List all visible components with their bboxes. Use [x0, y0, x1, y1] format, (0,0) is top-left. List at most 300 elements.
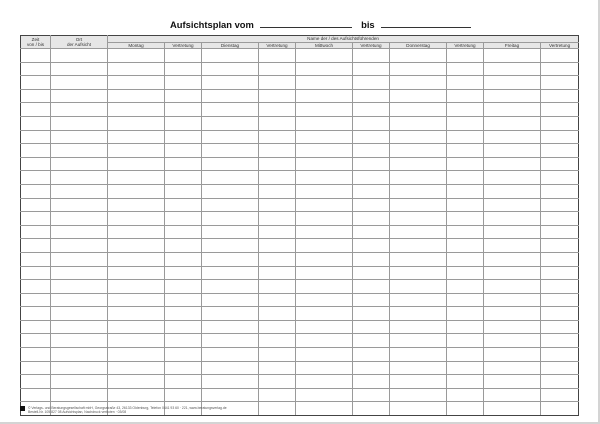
table-cell[interactable]	[165, 280, 202, 294]
table-cell[interactable]	[447, 320, 484, 334]
table-cell[interactable]	[447, 361, 484, 375]
table-cell[interactable]	[447, 198, 484, 212]
table-cell[interactable]	[353, 320, 390, 334]
table-cell[interactable]	[484, 280, 541, 294]
table-cell[interactable]	[165, 266, 202, 280]
table-cell[interactable]	[447, 388, 484, 402]
table-cell[interactable]	[296, 184, 353, 198]
table-cell[interactable]	[541, 130, 579, 144]
table-cell[interactable]	[541, 212, 579, 226]
table-cell[interactable]	[541, 239, 579, 253]
table-cell[interactable]	[541, 103, 579, 117]
table-cell[interactable]	[484, 103, 541, 117]
table-cell[interactable]	[390, 157, 447, 171]
table-cell[interactable]	[202, 184, 259, 198]
table-cell[interactable]	[108, 375, 165, 389]
table-cell[interactable]	[259, 375, 296, 389]
table-cell[interactable]	[259, 144, 296, 158]
table-cell[interactable]	[21, 144, 51, 158]
table-cell[interactable]	[390, 198, 447, 212]
table-cell[interactable]	[202, 49, 259, 63]
table-cell[interactable]	[296, 375, 353, 389]
table-cell[interactable]	[51, 49, 108, 63]
table-cell[interactable]	[259, 280, 296, 294]
table-cell[interactable]	[390, 212, 447, 226]
table-cell[interactable]	[390, 307, 447, 321]
table-cell[interactable]	[390, 348, 447, 362]
table-cell[interactable]	[21, 239, 51, 253]
table-cell[interactable]	[108, 348, 165, 362]
table-cell[interactable]	[296, 307, 353, 321]
table-cell[interactable]	[21, 252, 51, 266]
table-cell[interactable]	[108, 144, 165, 158]
table-cell[interactable]	[447, 280, 484, 294]
table-cell[interactable]	[51, 280, 108, 294]
table-cell[interactable]	[202, 157, 259, 171]
table-cell[interactable]	[21, 103, 51, 117]
table-cell[interactable]	[296, 320, 353, 334]
table-cell[interactable]	[108, 334, 165, 348]
table-cell[interactable]	[259, 293, 296, 307]
table-cell[interactable]	[390, 280, 447, 294]
table-cell[interactable]	[296, 130, 353, 144]
table-cell[interactable]	[21, 171, 51, 185]
table-cell[interactable]	[51, 225, 108, 239]
table-cell[interactable]	[390, 375, 447, 389]
table-cell[interactable]	[108, 184, 165, 198]
table-cell[interactable]	[259, 307, 296, 321]
table-cell[interactable]	[296, 89, 353, 103]
table-cell[interactable]	[165, 130, 202, 144]
table-cell[interactable]	[447, 171, 484, 185]
table-cell[interactable]	[541, 184, 579, 198]
table-cell[interactable]	[353, 375, 390, 389]
table-cell[interactable]	[259, 157, 296, 171]
table-cell[interactable]	[21, 266, 51, 280]
table-cell[interactable]	[51, 89, 108, 103]
table-cell[interactable]	[484, 348, 541, 362]
table-cell[interactable]	[296, 361, 353, 375]
table-cell[interactable]	[296, 62, 353, 76]
table-cell[interactable]	[296, 239, 353, 253]
table-cell[interactable]	[447, 293, 484, 307]
table-cell[interactable]	[447, 49, 484, 63]
table-cell[interactable]	[447, 334, 484, 348]
table-cell[interactable]	[259, 198, 296, 212]
table-cell[interactable]	[353, 307, 390, 321]
table-cell[interactable]	[447, 89, 484, 103]
table-cell[interactable]	[165, 252, 202, 266]
table-cell[interactable]	[296, 293, 353, 307]
table-cell[interactable]	[447, 212, 484, 226]
table-cell[interactable]	[51, 76, 108, 90]
table-cell[interactable]	[202, 280, 259, 294]
table-cell[interactable]	[165, 116, 202, 130]
table-cell[interactable]	[165, 198, 202, 212]
table-cell[interactable]	[541, 388, 579, 402]
table-cell[interactable]	[353, 171, 390, 185]
table-cell[interactable]	[353, 103, 390, 117]
table-cell[interactable]	[484, 307, 541, 321]
table-cell[interactable]	[108, 116, 165, 130]
table-cell[interactable]	[51, 171, 108, 185]
table-cell[interactable]	[21, 388, 51, 402]
table-cell[interactable]	[259, 130, 296, 144]
table-cell[interactable]	[259, 334, 296, 348]
table-cell[interactable]	[484, 239, 541, 253]
table-cell[interactable]	[165, 320, 202, 334]
table-cell[interactable]	[21, 89, 51, 103]
table-cell[interactable]	[447, 239, 484, 253]
table-cell[interactable]	[165, 307, 202, 321]
table-cell[interactable]	[165, 171, 202, 185]
table-cell[interactable]	[165, 49, 202, 63]
table-cell[interactable]	[51, 334, 108, 348]
table-cell[interactable]	[21, 334, 51, 348]
table-cell[interactable]	[21, 307, 51, 321]
table-cell[interactable]	[165, 361, 202, 375]
table-cell[interactable]	[259, 388, 296, 402]
table-cell[interactable]	[108, 157, 165, 171]
date-to-field[interactable]	[381, 18, 471, 28]
table-cell[interactable]	[353, 293, 390, 307]
table-cell[interactable]	[165, 375, 202, 389]
table-cell[interactable]	[541, 157, 579, 171]
table-cell[interactable]	[108, 293, 165, 307]
table-cell[interactable]	[165, 334, 202, 348]
table-cell[interactable]	[51, 375, 108, 389]
table-cell[interactable]	[447, 225, 484, 239]
table-cell[interactable]	[353, 361, 390, 375]
table-cell[interactable]	[353, 280, 390, 294]
table-cell[interactable]	[484, 62, 541, 76]
table-cell[interactable]	[202, 334, 259, 348]
table-cell[interactable]	[390, 171, 447, 185]
table-cell[interactable]	[484, 130, 541, 144]
table-cell[interactable]	[390, 266, 447, 280]
table-cell[interactable]	[51, 266, 108, 280]
table-cell[interactable]	[202, 307, 259, 321]
table-cell[interactable]	[259, 103, 296, 117]
table-cell[interactable]	[51, 252, 108, 266]
table-cell[interactable]	[353, 89, 390, 103]
table-cell[interactable]	[541, 144, 579, 158]
table-cell[interactable]	[202, 266, 259, 280]
table-cell[interactable]	[390, 239, 447, 253]
table-cell[interactable]	[296, 157, 353, 171]
table-cell[interactable]	[541, 320, 579, 334]
table-cell[interactable]	[484, 388, 541, 402]
table-cell[interactable]	[484, 375, 541, 389]
table-cell[interactable]	[259, 76, 296, 90]
table-cell[interactable]	[108, 89, 165, 103]
table-cell[interactable]	[202, 293, 259, 307]
table-cell[interactable]	[202, 212, 259, 226]
table-cell[interactable]	[259, 49, 296, 63]
table-cell[interactable]	[296, 252, 353, 266]
table-cell[interactable]	[202, 252, 259, 266]
table-cell[interactable]	[296, 116, 353, 130]
table-cell[interactable]	[202, 198, 259, 212]
table-cell[interactable]	[390, 225, 447, 239]
table-cell[interactable]	[51, 116, 108, 130]
table-cell[interactable]	[353, 334, 390, 348]
table-cell[interactable]	[353, 348, 390, 362]
table-cell[interactable]	[296, 103, 353, 117]
table-cell[interactable]	[484, 320, 541, 334]
table-cell[interactable]	[51, 130, 108, 144]
table-cell[interactable]	[390, 361, 447, 375]
table-cell[interactable]	[390, 62, 447, 76]
table-cell[interactable]	[259, 62, 296, 76]
table-cell[interactable]	[296, 225, 353, 239]
table-cell[interactable]	[165, 89, 202, 103]
table-cell[interactable]	[484, 212, 541, 226]
table-cell[interactable]	[353, 212, 390, 226]
table-cell[interactable]	[165, 348, 202, 362]
table-cell[interactable]	[447, 266, 484, 280]
table-cell[interactable]	[259, 225, 296, 239]
table-cell[interactable]	[541, 293, 579, 307]
table-cell[interactable]	[484, 293, 541, 307]
table-cell[interactable]	[447, 62, 484, 76]
table-cell[interactable]	[259, 171, 296, 185]
table-cell[interactable]	[541, 225, 579, 239]
table-cell[interactable]	[541, 266, 579, 280]
table-cell[interactable]	[353, 144, 390, 158]
table-cell[interactable]	[21, 116, 51, 130]
table-cell[interactable]	[390, 103, 447, 117]
table-cell[interactable]	[21, 348, 51, 362]
table-cell[interactable]	[541, 348, 579, 362]
table-cell[interactable]	[108, 198, 165, 212]
table-cell[interactable]	[165, 225, 202, 239]
table-cell[interactable]	[165, 293, 202, 307]
table-cell[interactable]	[484, 171, 541, 185]
table-cell[interactable]	[259, 320, 296, 334]
table-cell[interactable]	[21, 225, 51, 239]
table-cell[interactable]	[296, 388, 353, 402]
table-cell[interactable]	[353, 76, 390, 90]
table-cell[interactable]	[51, 348, 108, 362]
table-cell[interactable]	[165, 144, 202, 158]
table-cell[interactable]	[541, 76, 579, 90]
table-cell[interactable]	[165, 157, 202, 171]
table-cell[interactable]	[21, 320, 51, 334]
table-cell[interactable]	[390, 144, 447, 158]
table-cell[interactable]	[541, 375, 579, 389]
table-cell[interactable]	[390, 388, 447, 402]
table-cell[interactable]	[51, 307, 108, 321]
table-cell[interactable]	[447, 157, 484, 171]
table-cell[interactable]	[51, 184, 108, 198]
table-cell[interactable]	[202, 239, 259, 253]
table-cell[interactable]	[353, 198, 390, 212]
table-cell[interactable]	[21, 62, 51, 76]
table-cell[interactable]	[108, 307, 165, 321]
table-cell[interactable]	[108, 212, 165, 226]
table-cell[interactable]	[296, 280, 353, 294]
table-cell[interactable]	[202, 89, 259, 103]
table-cell[interactable]	[108, 252, 165, 266]
date-from-field[interactable]	[260, 18, 352, 28]
table-cell[interactable]	[51, 293, 108, 307]
table-cell[interactable]	[51, 144, 108, 158]
table-cell[interactable]	[447, 375, 484, 389]
table-cell[interactable]	[259, 89, 296, 103]
table-cell[interactable]	[296, 212, 353, 226]
table-cell[interactable]	[202, 361, 259, 375]
table-cell[interactable]	[541, 307, 579, 321]
table-cell[interactable]	[390, 334, 447, 348]
table-cell[interactable]	[165, 212, 202, 226]
table-cell[interactable]	[353, 225, 390, 239]
table-cell[interactable]	[484, 198, 541, 212]
table-cell[interactable]	[296, 334, 353, 348]
table-cell[interactable]	[21, 361, 51, 375]
table-cell[interactable]	[108, 239, 165, 253]
table-cell[interactable]	[484, 157, 541, 171]
table-cell[interactable]	[484, 252, 541, 266]
table-cell[interactable]	[165, 388, 202, 402]
table-cell[interactable]	[447, 103, 484, 117]
table-cell[interactable]	[202, 388, 259, 402]
table-cell[interactable]	[51, 361, 108, 375]
table-cell[interactable]	[165, 103, 202, 117]
table-cell[interactable]	[108, 62, 165, 76]
table-cell[interactable]	[296, 49, 353, 63]
table-cell[interactable]	[541, 280, 579, 294]
table-cell[interactable]	[484, 89, 541, 103]
table-cell[interactable]	[390, 130, 447, 144]
table-cell[interactable]	[21, 198, 51, 212]
table-cell[interactable]	[51, 198, 108, 212]
table-cell[interactable]	[296, 348, 353, 362]
table-cell[interactable]	[51, 212, 108, 226]
table-cell[interactable]	[108, 130, 165, 144]
table-cell[interactable]	[108, 49, 165, 63]
table-cell[interactable]	[484, 144, 541, 158]
table-cell[interactable]	[296, 198, 353, 212]
table-cell[interactable]	[484, 225, 541, 239]
table-cell[interactable]	[296, 266, 353, 280]
table-cell[interactable]	[259, 348, 296, 362]
table-cell[interactable]	[541, 334, 579, 348]
table-cell[interactable]	[259, 184, 296, 198]
table-cell[interactable]	[108, 171, 165, 185]
table-cell[interactable]	[353, 49, 390, 63]
table-cell[interactable]	[484, 184, 541, 198]
table-cell[interactable]	[202, 144, 259, 158]
table-cell[interactable]	[259, 239, 296, 253]
table-cell[interactable]	[202, 130, 259, 144]
table-cell[interactable]	[259, 116, 296, 130]
table-cell[interactable]	[108, 280, 165, 294]
table-cell[interactable]	[108, 225, 165, 239]
table-cell[interactable]	[541, 89, 579, 103]
table-cell[interactable]	[296, 171, 353, 185]
table-cell[interactable]	[296, 76, 353, 90]
table-cell[interactable]	[447, 307, 484, 321]
table-cell[interactable]	[353, 239, 390, 253]
table-cell[interactable]	[541, 252, 579, 266]
table-cell[interactable]	[202, 62, 259, 76]
table-cell[interactable]	[447, 348, 484, 362]
table-cell[interactable]	[541, 62, 579, 76]
table-cell[interactable]	[484, 116, 541, 130]
table-cell[interactable]	[21, 212, 51, 226]
table-cell[interactable]	[390, 293, 447, 307]
table-cell[interactable]	[108, 76, 165, 90]
table-cell[interactable]	[21, 280, 51, 294]
table-cell[interactable]	[353, 116, 390, 130]
table-cell[interactable]	[202, 348, 259, 362]
table-cell[interactable]	[108, 266, 165, 280]
table-cell[interactable]	[447, 144, 484, 158]
table-cell[interactable]	[165, 184, 202, 198]
table-cell[interactable]	[51, 239, 108, 253]
table-cell[interactable]	[541, 361, 579, 375]
table-cell[interactable]	[484, 266, 541, 280]
table-cell[interactable]	[21, 293, 51, 307]
table-cell[interactable]	[390, 320, 447, 334]
table-cell[interactable]	[51, 320, 108, 334]
table-cell[interactable]	[390, 76, 447, 90]
table-cell[interactable]	[541, 116, 579, 130]
table-cell[interactable]	[390, 184, 447, 198]
table-cell[interactable]	[51, 103, 108, 117]
table-cell[interactable]	[484, 361, 541, 375]
table-cell[interactable]	[259, 212, 296, 226]
table-cell[interactable]	[165, 62, 202, 76]
table-cell[interactable]	[21, 157, 51, 171]
table-cell[interactable]	[484, 49, 541, 63]
table-cell[interactable]	[202, 225, 259, 239]
table-cell[interactable]	[447, 184, 484, 198]
table-cell[interactable]	[21, 76, 51, 90]
table-cell[interactable]	[390, 89, 447, 103]
table-cell[interactable]	[202, 320, 259, 334]
table-cell[interactable]	[447, 130, 484, 144]
table-cell[interactable]	[51, 388, 108, 402]
table-cell[interactable]	[353, 157, 390, 171]
table-cell[interactable]	[484, 334, 541, 348]
table-cell[interactable]	[51, 157, 108, 171]
table-cell[interactable]	[165, 76, 202, 90]
table-cell[interactable]	[541, 49, 579, 63]
table-cell[interactable]	[259, 266, 296, 280]
table-cell[interactable]	[353, 184, 390, 198]
table-cell[interactable]	[21, 49, 51, 63]
table-cell[interactable]	[259, 252, 296, 266]
table-cell[interactable]	[353, 266, 390, 280]
table-cell[interactable]	[484, 76, 541, 90]
table-cell[interactable]	[202, 76, 259, 90]
table-cell[interactable]	[353, 130, 390, 144]
table-cell[interactable]	[390, 252, 447, 266]
table-cell[interactable]	[390, 116, 447, 130]
table-cell[interactable]	[21, 184, 51, 198]
table-cell[interactable]	[21, 375, 51, 389]
table-cell[interactable]	[108, 103, 165, 117]
table-cell[interactable]	[259, 361, 296, 375]
table-cell[interactable]	[447, 252, 484, 266]
table-cell[interactable]	[202, 375, 259, 389]
table-cell[interactable]	[202, 116, 259, 130]
table-cell[interactable]	[21, 130, 51, 144]
table-cell[interactable]	[541, 198, 579, 212]
table-cell[interactable]	[353, 62, 390, 76]
